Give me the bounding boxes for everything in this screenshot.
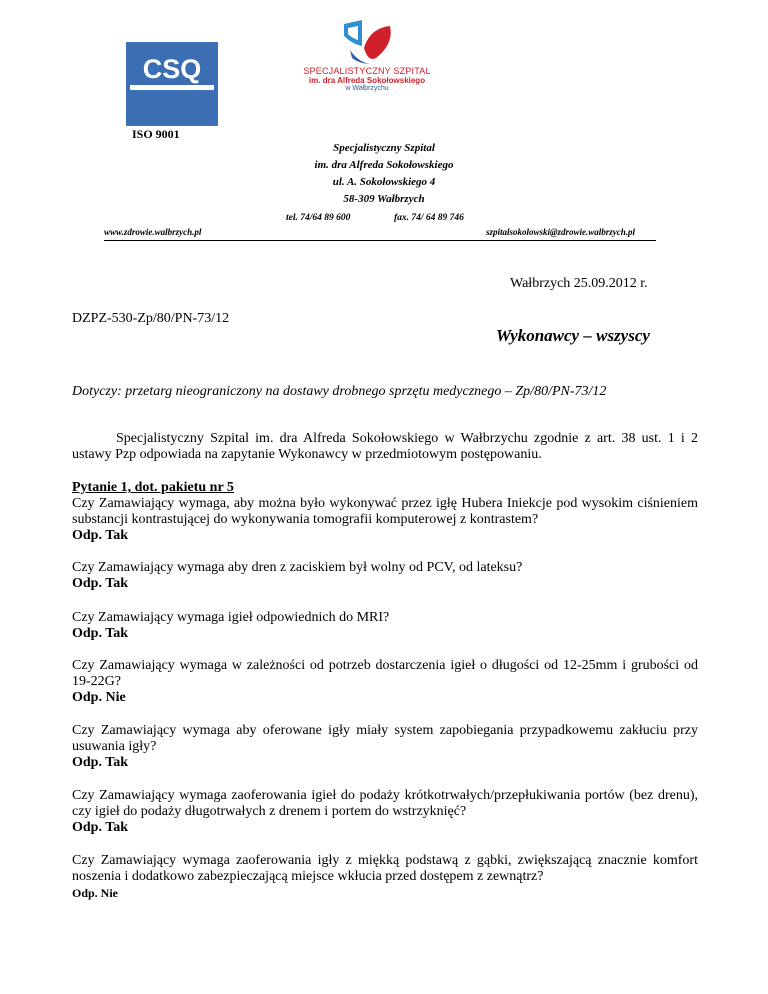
question-text: Czy Zamawiający wymaga, aby można było wykonywać przez igłę Hubera Iniekcje pod wysokim ciśnieniem substancji kontrastującej do wykonywania tomografii komputerowej z kontrastem? [72, 496, 698, 527]
answer-text: Odp. Nie [72, 886, 119, 900]
question-text: Czy Zamawiający wymaga w zależności od potrzeb dostarczenia igieł o długości od 12-25mm i grubości od 19-22G? [72, 658, 698, 689]
answer-text: Odp. Nie [72, 690, 126, 705]
hospital-street: ul. A. Sokołowskiego 4 [332, 176, 436, 188]
header-divider [104, 240, 656, 241]
question-heading: Pytanie 1, dot. pakietu nr 5 [72, 480, 234, 495]
letter-date: Wałbrzych 25.09.2012 r. [510, 276, 648, 291]
question-block-6 [72, 788, 698, 836]
question-block-7 [72, 853, 698, 901]
hospital-city: 58-309 Wałbrzych [343, 193, 425, 205]
question-text: Czy Zamawiający wymaga aby oferowane igły miały system zapobiegania przypadkowemu zakłuciu przy usuwania igły? [72, 723, 698, 754]
answer-text: Odp. Tak [72, 576, 129, 591]
question-text: Czy Zamawiający wymaga zaoferowania igieł do podaży krótkotrwałych/przepłukiwania portów (bez drenu), czy igieł do podaży długotrwałych z drenem i portem do wstrzyknięć? [72, 788, 698, 819]
hospital-website-link[interactable]: www.zdrowie.walbrzych.pl [104, 227, 202, 237]
question-text: Czy Zamawiający wymaga aby dren z zaciskiem był wolny od PCV, od lateksu? [72, 560, 523, 575]
hospital-fax: fax. 74/ 64 89 746 [394, 213, 464, 223]
answer-text: Odp. Tak [72, 820, 129, 835]
hospital-name: Specjalistyczny Szpital [333, 142, 435, 154]
hospital-email-link[interactable]: szpitalsokolowski@zdrowie.walbrzych.pl [486, 227, 636, 237]
hospital-logo-line1: SPECJALISTYCZNY SZPITAL [303, 66, 431, 76]
hospital-logo-line2: im. dra Alfreda Sokołowskiego [308, 76, 426, 85]
letter-intro: Specjalistyczny Szpital im. dra Alfreda Sokołowskiego w Wałbrzychu zgodnie z art. 38 ust. 1 i 2 ustawy Pzp odpowiada na zapytanie Wykonawcy w przedmiotowym postępowaniu. [72, 431, 698, 462]
letter-addressee: Wykonawcy – wszyscy [496, 326, 650, 345]
question-block-3 [72, 610, 698, 642]
question-text: Czy Zamawiający wymaga zaoferowania igły z miękką podstawą z gąbki, zwiększającą znacznie komfort noszenia i dodatkowo zabezpieczającą miejsce wkłucia przed dostępem z zewnątrz? [72, 853, 698, 884]
letter-subject: Dotyczy: przetarg nieograniczony na dostawy drobnego sprzętu medycznego – Zp/80/PN-73/12 [72, 384, 607, 399]
question-block-2 [72, 560, 698, 592]
answer-text: Odp. Tak [72, 755, 129, 770]
letter-reference: DZPZ-530-Zp/80/PN-73/12 [72, 311, 230, 326]
answer-text: Odp. Tak [72, 528, 129, 543]
question-block-5 [72, 723, 698, 771]
csq-logo-text: CSQ [142, 54, 202, 84]
hospital-logo-icon [340, 18, 396, 66]
answer-text: Odp. Tak [72, 626, 129, 641]
csq-logo-stripe [130, 85, 214, 90]
hospital-tel: tel. 74/64 89 600 [286, 213, 351, 223]
hospital-logo-line3: w Wałbrzychu [345, 85, 389, 92]
question-block-4 [72, 658, 698, 706]
question-text: Czy Zamawiający wymaga igieł odpowiednich do MRI? [72, 610, 390, 625]
hospital-patron: im. dra Alfreda Sokołowskiego [314, 159, 454, 171]
iso-label: ISO 9001 [132, 127, 180, 141]
question-block-1 [72, 480, 698, 544]
